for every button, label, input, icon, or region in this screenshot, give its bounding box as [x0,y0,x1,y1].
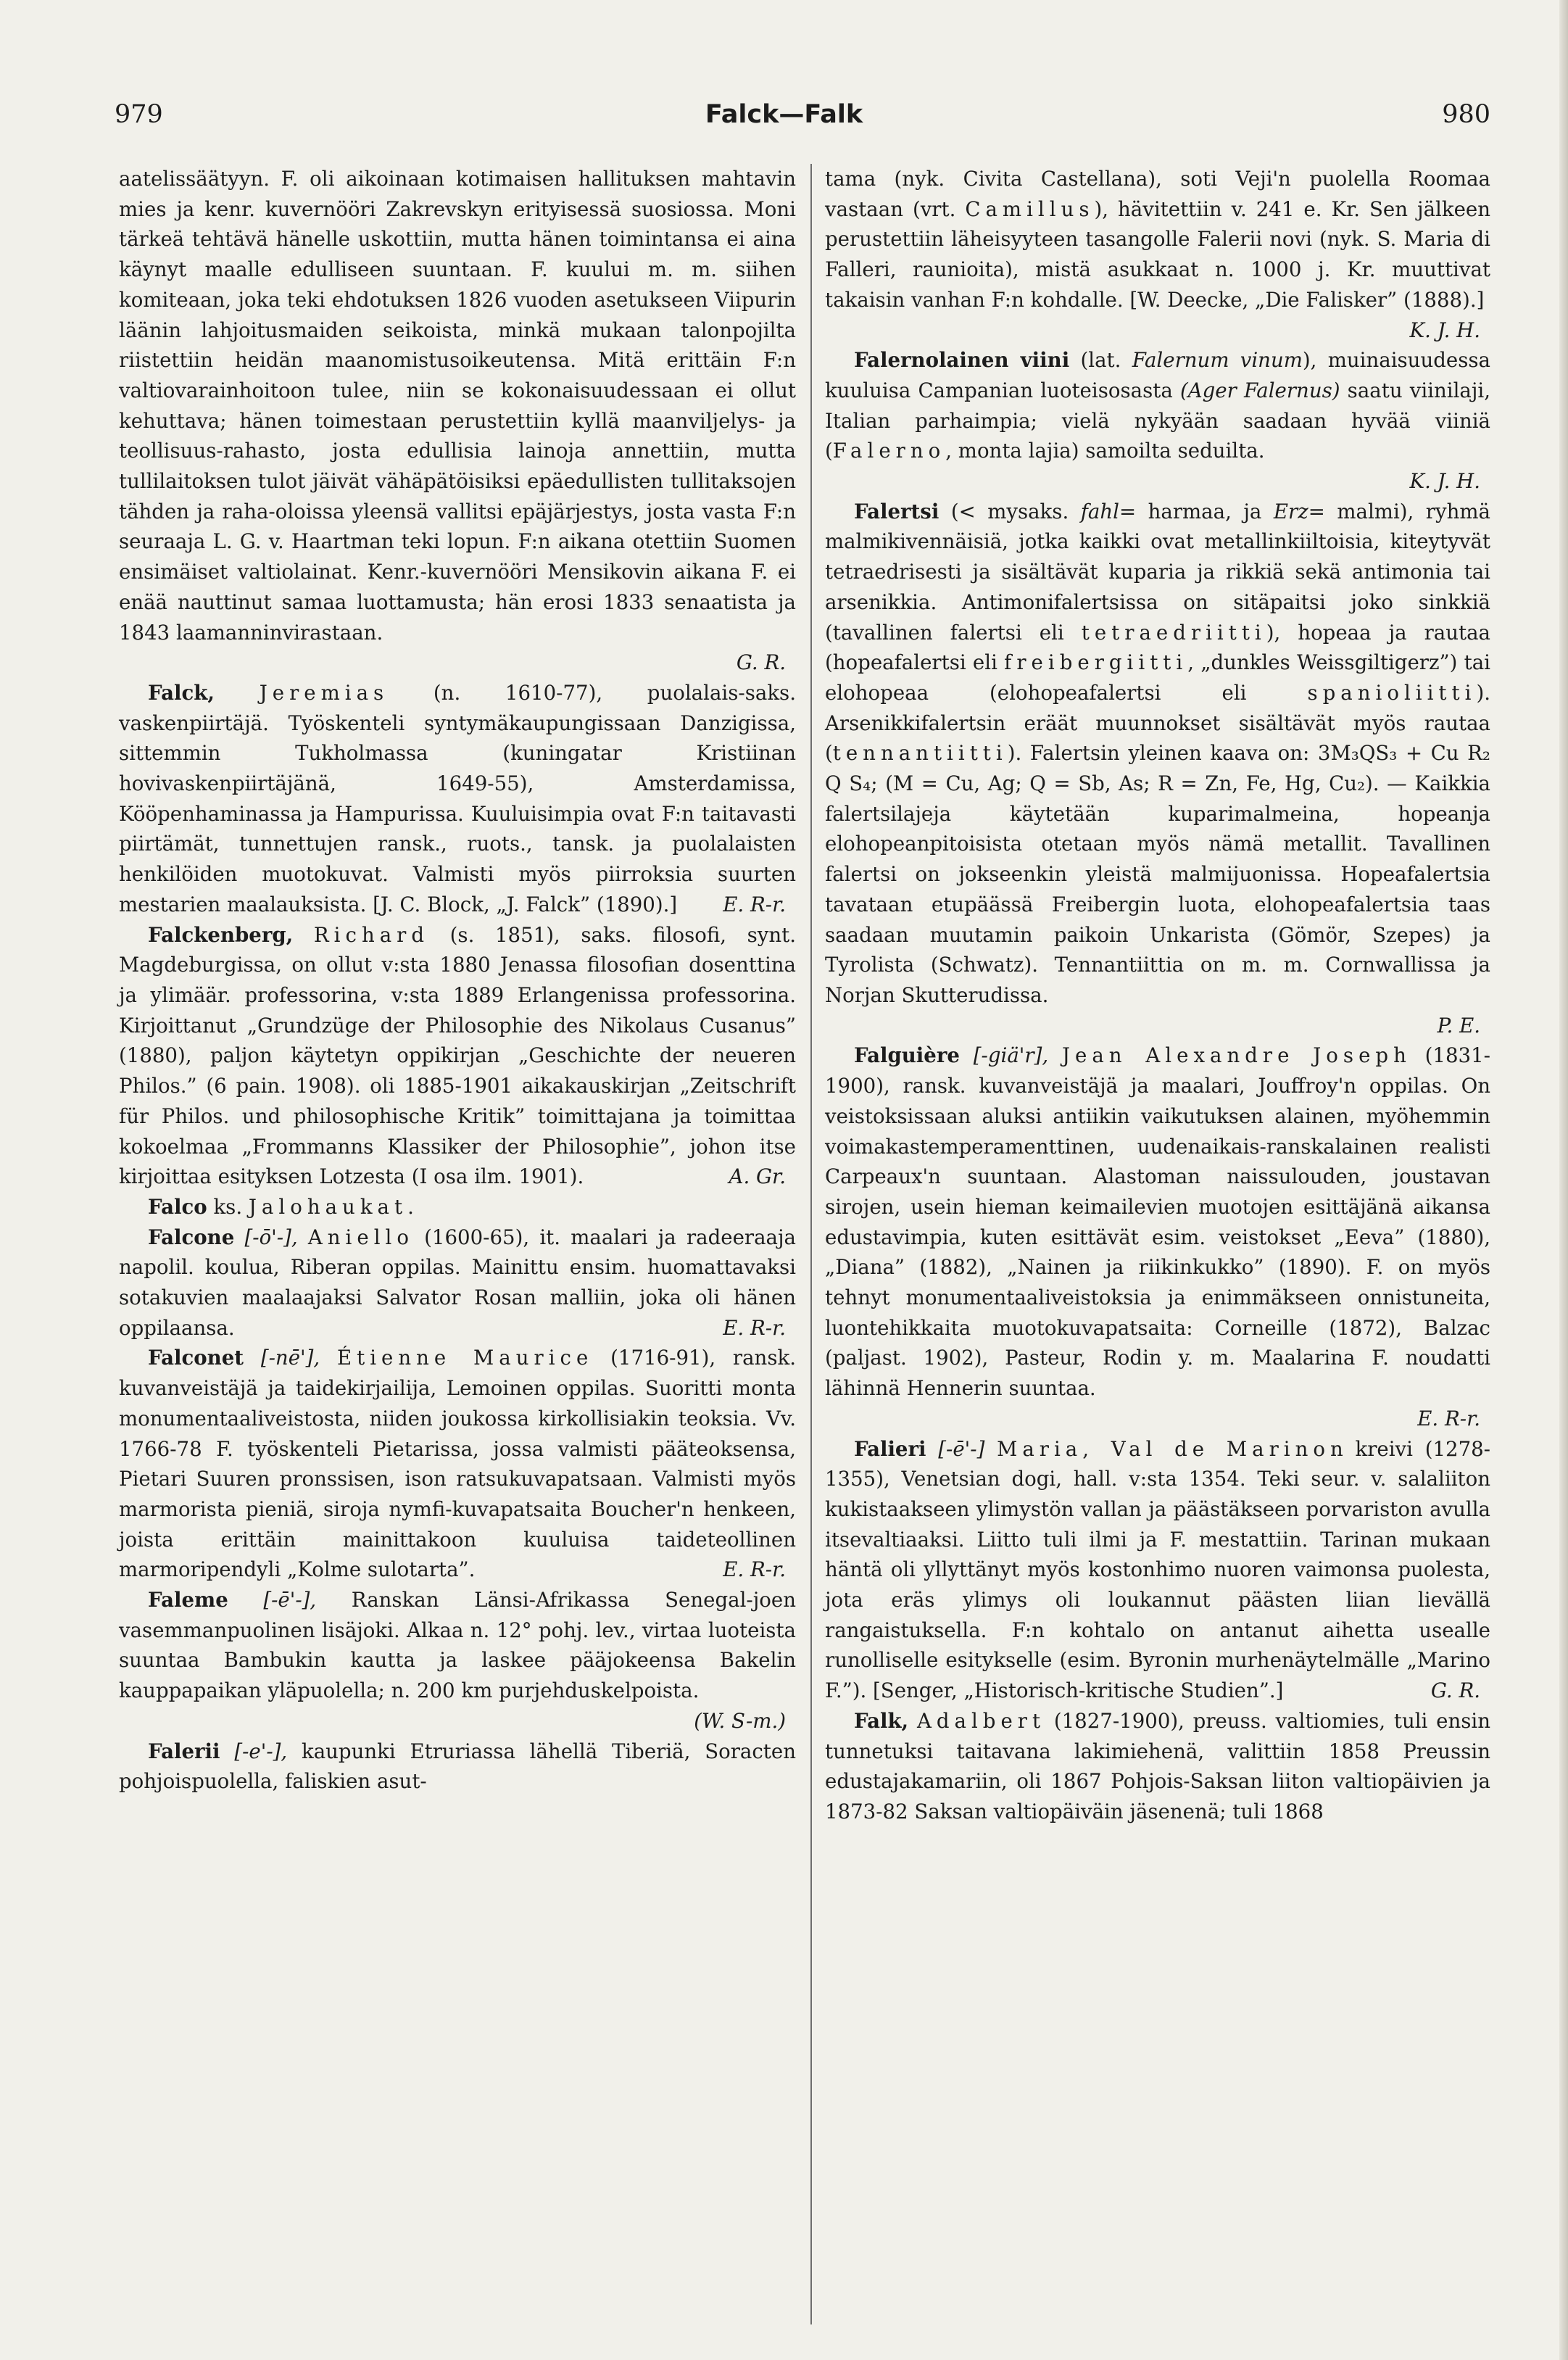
author-signature: G. R. [736,650,786,675]
entry-falernolainen-viini: Falernolainen viini (lat. Falernum vinum), muinaisuudessa kuuluisa Campanian luoteisosasta (Ager Falernus) saatu viinilaji, Italian parhaimpia; vielä nykyään saadaan hyvää viiniä (Falerno, monta lajia) samoilta seduilta. K. J. H. [825,345,1490,497]
entry-falckenberg: Falckenberg, Richard (s. 1851), saks. filosofi, synt. Magdeburgissa, on ollut v:sta 1880 Jenassa filosofian dosenttina ja ylimäär. professorina, v:sta 1889 Erlangenissa professorina. Kirjoittanut „Grundzüge der Philosophie des Nikolaus Cusanus” (1880), paljon käytetyn oppikirjan „Geschichte der neueren Philos.” (6 pain. 1908). oli 1885-1901 aikakauskirjan „Zeitschrift für Philos. und philosophische Kritik” toimittajana ja toimittaa kokoelmaa „Frommanns Klassiker der Philosophie”, johon itse kirjoittaa esityksen Lotzesta (I osa ilm. 1901). A. Gr. [119,920,796,1192]
pronunciation: [-nē'], [260,1346,320,1370]
person-name: Aniello [307,1225,414,1249]
author-signature: K. J. H. [1409,318,1480,342]
entry-falck-continuation: aatelissäätyyn. F. oli aikoinaan kotimaisen hallituksen mahtavin mies ja kenr. kuvernööri Zakrevskyn erityisessä suosiossa. Moni tärkeä tehtävä hänelle uskottiin, mutta hänen toimintansa ei aina käynyt maalle edulliseen suuntaan. F. kuului m. m. siihen komiteaan, joka teki ehdotuksen 1826 vuoden asetukseen Viipurin läänin lahjoitusmaiden seikoista, minkä mukaan talonpojilta riistettiin heidän maanomistusoikeutensa. Mitä erittäin F:n valtiovarainhoitoon tulee, niin se kokonaisuudessaan ei ollut kehuttava; hänen toimestaan perustettiin kyllä maanviljelys- ja teollisuus-rahasto, josta edullisia lainoja annettiin, mutta tullilaitoksen tulot jäivät vähäpätöisiksi epäedullisten tullitaksojen tähden ja raha-oloissa yleensä vallitsi epäjärjestys, josta vasta F:n seuraaja L. G. v. Haartman teki lopun. F:n aikana otettiin Suomen ensimäiset valtiolainat. Kenr.-kuvernööri Mensikovin aikana F. ei enää nauttinut samaa luottamusta; hän erosi 1833 senaatista ja 1843 laamanninvirastaan. G. R. [119,164,796,678]
headword: Falernolainen viini [854,348,1070,373]
person-name: Adalbert [916,1708,1046,1733]
headword: Falguière [854,1043,960,1068]
person-name: Jeremias [259,680,389,705]
latin-term: (Ager Falernus) [1179,378,1340,402]
headword: Falcone [148,1225,235,1249]
page-edge-shadow [1559,0,1568,2360]
page-header [0,100,1568,144]
pronunciation: [-giä'r], [973,1043,1049,1068]
entry-falguiere: Falguière [-giä'r], Jean Alexandre Joseph (1831-1900), ransk. kuvanveistäjä ja maalari, Jouffroy'n oppilas. On veistoksissaan aluksi antiikin vaikutuksen alainen, myöhemmin voimakastemperamenttinen, uudenaikais-ranskalainen realisti Carpeaux'n suuntaan. Alastoman naissulouden, joustavan sirojen, usein hieman keimailevien muotojen esittäjänä aikansa edustavimpia, kuten esittävät esim. veistokset „Eeva” (1880), „Diana” (1882), „Nainen ja riikinkukko” (1890). F. on myös tehnyt monumentaaliveistoksia ja enimmäkseen onnistuneita, luontehikkaita muotokuvapatsaita: Corneille (1872), Balzac (paljast. 1902), Pasteur, Rodin y. m. Maalarina F. noudatti lähinnä Hennerin suuntaa. E. R-r. [825,1040,1490,1433]
author-signature: P. E. [1437,1013,1480,1038]
headword: Falerii [148,1739,220,1763]
author-signature: A. Gr. [729,1164,786,1189]
headword: Falertsi [854,499,939,523]
person-name: Richard [313,922,430,947]
entry-falieri: Falieri [-ē'-] Maria, Val de Marinon kreivi (1278-1355), Venetsian dogi, hall. v:sta 1354. Teki seur. v. salaliiton kukistaakseen ylimystön vallan ja päästäkseen porvariston avulla itsevaltiaaksi. Liitto tuli ilmi ja F. mestattiin. Tarinan mukaan häntä oli yllyttänyt myös kostonhimo nuoren vaimonsa puolesta, jota eräs ylimys oli loukannut päästen liian lievällä rangaistuksella. F:n kohtalo on antanut aihetta usealle runolliselle esitykselle (esim. Byronin murhenäytelmälle „Marino F.”). [Senger, „Historisch-kritische Studien”.] G. R. [825,1434,1490,1706]
page-number-left: 979 [115,100,163,129]
right-column [825,164,1490,1827]
entry-faleme: Faleme [-ē'-], Ranskan Länsi-Afrikassa Senegal-joen vasemmanpuolinen lisäjoki. Alkaa n. 12° pohj. lev., virtaa luoteista suuntaa Bambukin kautta ja laskee pääjokeensa Bakelin kauppapaikan yläpuolella; n. 200 km purjehduskelpoista. (W. S-m.) [119,1585,796,1736]
author-signature: E. R-r. [1417,1406,1480,1431]
mineral-name: freibergiitti [1004,650,1188,675]
page-number-right: 980 [1442,100,1490,129]
entry-falerii-continuation: tama (nyk. Civita Castellana), soti Veji'n puolella Roomaa vastaan (vrt. Camillus), hävitettiin v. 241 e. Kr. Sen jälkeen perustettiin läheisyyteen tasangolle Falerii novi (nyk. S. Maria di Falleri, raunioita), mistä asukkaat n. 1000 j. Kr. muuttivat takaisin vanhan F:n kohdalle. [W. Deecke, „Die Falisker” (1888).] K. J. H. [825,164,1490,345]
mineral-name: tetraedriitti [1081,620,1266,645]
running-head: Falck—Falk [705,100,863,129]
author-signature: E. R-r. [723,1315,786,1340]
pronunciation: [-ē'-], [263,1588,317,1612]
headword: Falconet [148,1346,244,1370]
person-name: Maria, Val de Marino [997,1436,1330,1461]
cross-reference: Jalohaukat. [248,1194,419,1219]
author-signature: G. R. [1430,1678,1480,1703]
headword: Faleme [148,1588,228,1612]
headword: Falckenberg, [148,922,294,947]
entry-falconet: Falconet [-nē'], Étienne Maurice (1716-91), ransk. kuvanveistäjä ja taidekirjailija, Lemoinen oppilas. Suoritti monta monumentaaliveistosta, niiden joukossa kirkollisiakin teoksia. Vv. 1766-78 F. työskenteli Pietarissa, jossa valmisti pääteoksensa, Pietari Suuren pronssisen, ison ratsukuvapatsaan. Valmisti myös marmorista pieniä, siroja nymfi-kuvapatsaita Boucher'n henkeen, joista erittäin mainittakoon kuuluisa taideteollinen marmoripendyli „Kolme sulotarta”. E. R-r. [119,1343,796,1585]
person-name: Étienne Maurice [336,1346,594,1370]
headword: Falck, [148,680,215,705]
entry-falck-jeremias: Falck, Jeremias (n. 1610-77), puolalais-saks. vaskenpiirtäjä. Työskenteli syntymäkaupungissaan Danzigissa, sittemmin Tukholmassa (kuningatar Kristiinan hovivaskenpiirtäjänä, 1649-55), Amsterdamissa, Kööpenhaminassa ja Hampurissa. Kuuluisimpia ovat F:n taitavasti piirtämät, tunnettujen ransk., ruots., tansk. ja puolalaisten henkilöiden muotokuvat. Valmisti myös piirroksia suurten mestarien maalauksista. [J. C. Block, „J. Falck” (1890).] E. R-r. [119,678,796,920]
headword: Falieri [854,1436,926,1461]
cross-reference: Camillus [965,196,1095,221]
headword: Falk, [854,1708,909,1733]
entry-falertsi: Falertsi (< mysaks. fahl= harmaa, ja Erz= malmi), ryhmä malmikivennäisiä, jotka kaikki ovat metallinkiiltoisia, kiteytyvät tetraedrisesti ja sisältävät kuparia ja rikkiä sekä antimonia tai arsenikkia. Antimonifalertsissa on sitäpaitsi joko sinkkiä (tavallinen falertsi eli tetraedriitti), hopeaa ja rautaa (hopeafalertsi eli freibergiitti, „dunkles Weissgiltigerz”) tai elohopeaa (elohopeafalertsi eli spanioliitti). Arsenikkifalertsin eräät muunnokset sisältävät myös rautaa (tennantiitti). Falertsin yleinen kaava on: 3M₃QS₃ + Cu R₂ Q S₄; (M = Cu, Ag; Q = Sb, As; R = Zn, Fe, Hg, Cu₂). — Kaikkia falertsilajeja käytetään kuparimalmeina, hopeanja elohopeanpitoisista otetaan myös nämä metallit. Tavallinen falertsi on jokseenkin yleistä malmijuonissa. Hopeafalertsia tavataan etupäässä Freibergin luota, elohopeafalertsia taas saadaan muutamin paikoin Unkarista (Gömör, Szepes) ja Tyrolista (Schwatz). Tennantiittia on m. m. Cornwallissa ja Norjan Skutterudissa. P. E. [825,497,1490,1041]
latin-term: Falernum vinum [1132,348,1303,373]
entry-falco: Falco ks. Jalohaukat. [148,1194,419,1219]
author-signature: E. R-r. [723,1557,786,1582]
entry-falcone: Falcone [-ō'-], Aniello (1600-65), it. maalari ja radeeraaja napolil. koulua, Riberan oppilas. Mainittu ensim. huomattavaksi sotakuvien maalaajaksi Salvator Rosan malliin, joka oli hänen oppilaansa. E. R-r. [119,1222,796,1343]
entry-falerii: Falerii [-e'-], kaupunki Etruriassa lähellä Tiberiä, Soracten pohjoispuolella, faliskien asut- [119,1739,796,1794]
pronunciation: [-e'-], [234,1739,288,1763]
author-signature: E. R-r. [723,892,786,916]
cross-reference: Falerno [832,439,946,463]
person-name: Jean Alexandre Joseph [1061,1043,1411,1068]
left-column [119,164,796,1797]
pronunciation: [-ō'-], [244,1225,298,1249]
column-divider [810,164,812,2324]
headword: Falco [148,1194,207,1219]
author-signature: (W. S-m.) [694,1708,786,1733]
mineral-name: spanioliitti [1307,680,1477,705]
author-signature: K. J. H. [1409,469,1480,494]
pronunciation: [-ē'-] [938,1436,985,1461]
mineral-name: tennantiitti [832,741,1008,766]
entry-falk-adalbert: Falk, Adalbert (1827-1900), preuss. valtiomies, tuli ensin tunnetuksi taitavana lakimiehenä, valittiin 1858 Preussin edustajakamariin, oli 1867 Pohjois-Saksan liiton valtiopäivien ja 1873-82 Saksan valtiopäiväin jäsenenä; tuli 1868 [825,1708,1490,1823]
